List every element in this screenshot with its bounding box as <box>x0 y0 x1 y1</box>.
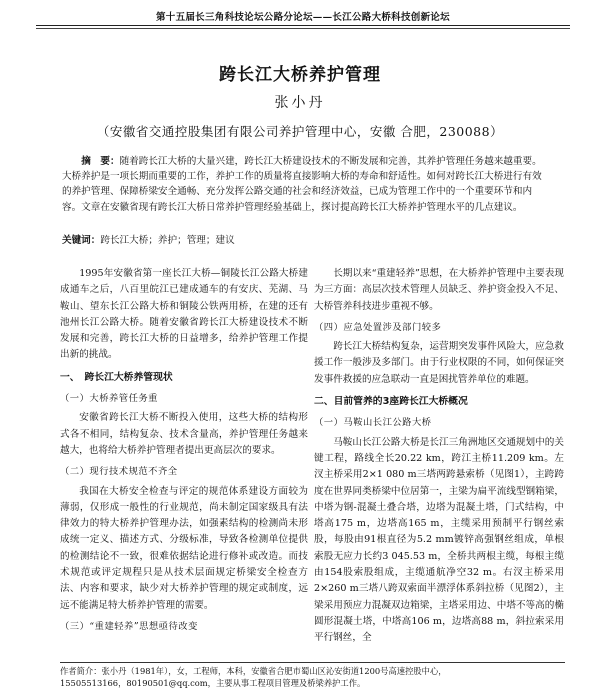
subheading-5: （一）马鞍山长江公路大桥 <box>314 417 432 429</box>
footnote-line-2: 15505513166，80190501@qq.com，主要从事工程项目管理及桥梁养护工作。 <box>60 678 366 688</box>
footnote-line-1: 作者简介：张小丹（1981年），女，工程师，本科，安徽省合肥市蜀山区沁安街道1200号高速控股中心， <box>60 666 447 676</box>
keywords <box>62 232 547 246</box>
paragraph-1: 安徽省跨长江大桥不断投入使用，这些大桥的结构形式各不相同，结构复杂、技术含量高，养护管理任务越来越大，也将给大桥养护管理者提出更高层次的要求。 <box>60 412 308 456</box>
author-footnote <box>60 662 565 689</box>
subheading-1: （一）大桥养管任务重 <box>60 393 158 405</box>
abstract-text: 随着跨长江大桥的大量兴建，跨长江大桥建设技术的不断发展和完善，其养护管理任务越来越重要。大桥养护是一项长期而重要的工作，养护工作的质量将直接影响大桥的寿命和舒适性。如何对跨长江大桥进行有效的养护管理、保障桥梁安全通畅、充分发挥公路交通的社会和经济效益，已成为管理工作中的一个重要环节和内容。文章在安徽省现有跨长江大桥日常养护管理经验基础上，探讨提高跨长江大桥养护管理水平的几点建议。 <box>62 156 542 213</box>
paragraph-4: 跨长江大桥结构复杂，运营期突发事件风险大，应急救援工作一般涉及多部门。由于行业权限的不同，如何保证突发事件救援的应急联动一直是困扰管养单位的难题。 <box>314 341 564 385</box>
paper-affiliation: （安徽省交通控股集团有限公司养护管理中心，安徽 合肥，230088） <box>96 124 504 139</box>
paper-author: 张小丹 <box>274 95 326 111</box>
subheading-3: （三）“重建轻养”思想亟待改变 <box>60 620 198 632</box>
keywords-text: 跨长江大桥；养护；管理；建议 <box>100 235 235 246</box>
subheading-4: （四）应急处置涉及部门较多 <box>314 321 442 333</box>
section-heading-2: 二、目前管养的3座跨长江大桥概况 <box>314 396 468 408</box>
running-header: 第十五届长三角科技论坛公路分论坛——长江公路大桥科技创新论坛 <box>36 9 570 26</box>
paragraph-3: 长期以来“重建轻养”思想，在大桥养护管理中主要表现为三方面：高层次技术管理人员缺乏、养护资金投入不足、大桥管养科技进步重视不够。 <box>314 268 564 312</box>
subheading-2: （二）现行技术规范不齐全 <box>60 466 178 478</box>
paragraph-5: 马鞍山长江公路大桥是长江三角洲地区交通规划中的关键工程，路线全长20.22 km，跨江主桥11.209 km。左汊主桥采用2×1 080 m三塔两跨悬索桥（见图1），主跨跨度在世界同类桥梁中位居第一，主梁为扁平流线型钢箱梁，中塔为钢-混凝土叠合塔，边塔为混凝土塔，门式结构，中塔高175 m，边塔高165 m，主缆采用预制平行钢丝索股，每股由91根直径为5.2 mm镀锌高强钢丝组成，单根索股无应力长约3 045.53 m，全桥共两根主缆，每根主缆由154股索股组成，主缆通航净空32 m。右汊主桥采用2×260 m三塔八跨双索面半漂浮体系斜拉桥（见图2），主梁采用预应力混凝双边箱梁，主塔采用边、中塔不等高的椭圆形混凝土塔，中塔高106 m，边塔高88 m，斜拉索采用平行钢丝，全 <box>314 436 564 644</box>
left-column <box>60 266 308 638</box>
header-divider <box>36 28 570 29</box>
section-heading-1: 一、 跨长江大桥养管现状 <box>60 371 173 383</box>
right-column <box>314 266 564 647</box>
paragraph-2: 我国在大桥安全检查与评定的规范体系建设方面较为薄弱，仅形成一般性的行业规范，尚未制定国家级具有法律效力的特大桥养护管理办法，如强素结构的检测尚未形成统一定义、描述方式、分级标准，导致各检测单位提供的检测结论不一致，很难依据结论进行修补或改造。而技术规范或评定规程只是从技术层面规定桥梁安全检查方法、内容和要求，缺少对大桥养护管理的规定或制度，远远不能满足特大桥养护管理的需要。 <box>60 485 308 611</box>
intro-paragraph: 1995年安徽省第一座长江大桥—铜陵长江公路大桥建成通车之后，八百里皖江已建成通车的有安庆、芜湖、马鞍山、望东长江公路大桥和铜陵公铁两用桥，在建的还有池州长江公路大桥。随着安徽省跨长江大桥建设技术不断发展和完善，跨长江大桥的日益增多，给养护管理工作提出新的挑战。 <box>60 268 308 361</box>
abstract <box>62 154 547 215</box>
abstract-label: 摘 要： <box>81 156 120 167</box>
paper-title: 跨长江大桥养护管理 <box>219 65 381 85</box>
keywords-label: 关键词： <box>62 235 101 246</box>
